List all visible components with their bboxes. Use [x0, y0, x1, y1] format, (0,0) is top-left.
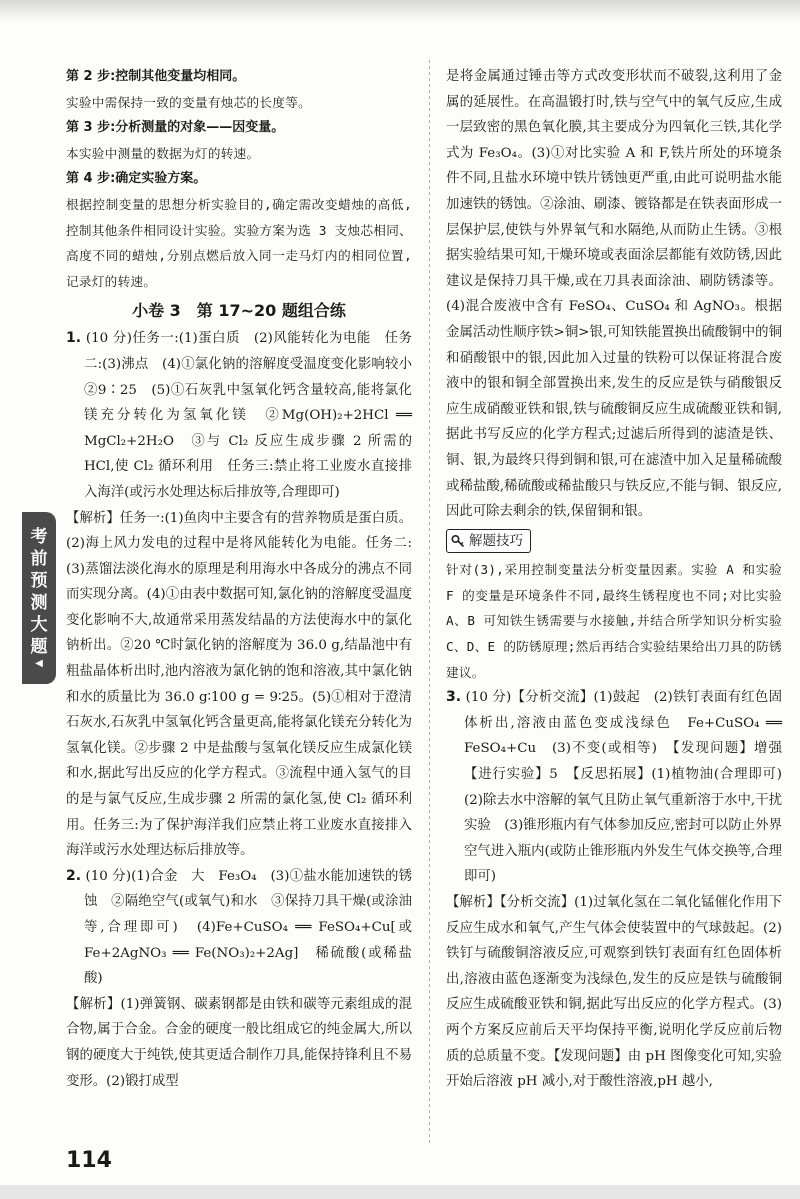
column-divider — [429, 60, 430, 1145]
side-tab-arrow-icon: ◀ — [35, 658, 43, 669]
side-tab-exam-prediction — [22, 512, 56, 684]
question-3-analysis: 【解析】【分析交流】(1)过氧化氢在二氧化锰催化作用下反应生成水和氧气,产生气体会使装置中的气球鼓起。(2)铁钉与硫酸铜溶液反应,可观察到铁钉表面有红色固体析出,溶液由蓝色逐渐变为浅绿色,发生的反应是铁与硫酸铜反应生成硫酸亚铁和铜,据此写出反应的化学方程式。(3)两个方案反应前后天平均保持平衡,说明化学反应前后物质的总质量不变。【发现问题】由 pH 图像变化可知,实验开始后溶液 pH 减小,对于酸性溶液,pH 越小, — [446, 895, 782, 1090]
page-number: 114 — [66, 1148, 112, 1173]
side-tab-char: 大 — [30, 615, 48, 635]
question-2-analysis-continued: 是将金属通过锤击等方式改变形状而不破裂,这利用了金属的延展性。在高温锻打时,铁与空气中的氧气反应,生成一层致密的黑色氧化膜,其主要成分为四氧化三铁,其化学式为 Fe₃O₄。(3)①对比实验 A 和 F,铁片所处的环境条件不同,且盐水环境中铁片锈蚀更严重,由此可说明盐水能加速铁的锈蚀。②涂油、刷漆、镀铬都是在铁表面形成一层保护层,使铁与外界氧气和水隔绝,从而防止生锈。③根据实验结果可知,干燥环境或表面涂层都能有效防锈,因此建议是保持刀具干燥,或在刀具表面涂油、刷防锈漆等。(4)混合废液中含有 FeSO₄、CuSO₄ 和 AgNO₃。根据金属活动性顺序铁>铜>银,可知铁能置换出硫酸铜中的铜和硝酸银中的银,因此加入过量的铁粉可以保证将混合废液中的银和铜全部置换出来,发生的反应是铁与硝酸银反应生成硝酸亚铁和银,铁与硫酸铜反应生成硫酸亚铁和铜,据此书写反应的化学方程式;过滤后所得到的滤渣是铁、铜、银,为最终只得到铜和银,可在滤渣中加入足量稀硫酸或稀盐酸,稀硫酸或稀盐酸只与铁反应,不能与铜、银反应,因此可除去剩余的铁,保留铜和银。 — [446, 69, 782, 520]
side-tab-char: 前 — [30, 549, 48, 569]
step-4-heading: 第 4 步:确定实验方案。 — [66, 171, 207, 187]
step-3-text: 本实验中测量的数据为灯的转速。 — [66, 145, 260, 161]
question-3-number: 3. — [446, 689, 462, 706]
side-tab-char: 考 — [30, 527, 48, 547]
question-1-answer: (10 分)任务一:(1)蛋白质 (2)风能转化为电能 任务二:(3)沸点 (4)①氯化钠的溶解度受温度变化影响较小 ②9∶25 (5)①石灰乳中氢氧化钙含量较高,能将氯化镁充分转化为氢氧化镁 ②Mg(OH)₂+2HCl ══ MgCl₂+2H₂O ③与 Cl₂ 反应生成步骤 2 所需的 HCl,使 Cl₂ 循环利用 任务三:禁止将工业废水直接排入海洋(或污水处理达标后排放等,合理即可) — [84, 331, 426, 500]
question-2 — [66, 864, 412, 992]
question-2-number: 2. — [66, 867, 82, 884]
question-3-answer: (10 分)【分析交流】(1)鼓起 (2)铁钉表面有红色固体析出,溶液由蓝色变成浅绿色 Fe+CuSO₄ ══ FeSO₄+Cu (3)不变(或相等) 【发现问题】增强 【进行实验】5 【反思拓展】(1)植物油(合理即可) (2)除去水中溶解的氧气且防止氧气重新溶于水中,干扰实验 (3)锥形瓶内有气体参加反应,密封可以防止外界空气进入瓶内(或防止锥形瓶内外发生气体交换等,合理即可) — [464, 690, 796, 885]
question-1-analysis: 【解析】任务一:(1)鱼肉中主要含有的营养物质是蛋白质。(2)海上风力发电的过程中是将风能转化为电能。任务二:(3)蒸馏法淡化海水的原理是利用海水中各成分的沸点不同而实现分离。(4)①由表中数据可知,氯化钠的溶解度受温度变化影响不大,故通常采用蒸发结晶的方法使海水中的氯化钠析出。②20 ℃时氯化钠的溶解度为 36.0 g,结晶池中有粗盐晶体析出时,池内溶液为氯化钠的饱和溶液,其中氯化钠和水的质量比为 36.0 g∶100 g = 9∶25。(5)①相对于澄清石灰水,石灰乳中氢氧化钙含量更高,能将氯化镁充分转化为氢氧化镁。②步骤 2 中是盐酸与氢氧化镁反应生成氯化镁和水,据此写出反应的化学方程式。③流程中通入氢气的目的是与氯气反应,生成步骤 2 所需的氯化氢,使 Cl₂ 循环利用。任务三:为了保护海洋我们应禁止将工业废水直接排入海洋或污水处理达标后排放等。 — [66, 510, 412, 859]
solving-tips-label — [446, 529, 531, 553]
side-tab-char: 测 — [30, 593, 48, 613]
solving-tips-body: 针对(3),采用控制变量法分析变量因素。实验 A 和实验 F 的变量是环境条件不同,最终生锈程度也不同;对比实验 A、B 可知铁生锈需要与水接触,并结合所学知识分析实验 C、D、E 的防锈原理;然后再结合实验结果给出刀具的防锈建议。 — [446, 562, 782, 680]
step-2-heading: 第 2 步:控制其他变量均相同。 — [66, 69, 246, 84]
question-2-analysis: 【解析】(1)弹簧钢、碳素钢都是由铁和碳等元素组成的混合物,属于合金。合金的硬度一般比组成它的纯金属大,所以钢的硬度大于纯铁,使其更适合制作刀具,能保持锋利且不易变形。(2)锻打成型 — [66, 996, 412, 1089]
right-column — [446, 64, 796, 1095]
step-4-text: 根据控制变量的思想分析实验目的,确定需改变蜡烛的高低,控制其他条件相同设计实验。实验方案为选 3 支烛芯相同、高度不同的蜡烛,分别点燃后放入同一走马灯内的相同位置,记录灯的转速。 — [66, 196, 412, 289]
page-top-shadow — [0, 0, 800, 22]
step-3-heading: 第 3 步:分析测量的对象——因变量。 — [66, 120, 285, 136]
question-1-number: 1. — [66, 330, 82, 347]
section-title: 小卷 3 第 17~20 题组合练 — [132, 301, 346, 321]
side-tab-char: 题 — [30, 637, 48, 657]
question-3 — [446, 685, 796, 890]
key-icon — [451, 534, 465, 548]
question-1 — [66, 326, 426, 505]
solving-tips-text: 解题技巧 — [469, 532, 523, 549]
left-column — [66, 64, 426, 1094]
page-bottom-band — [0, 1185, 800, 1199]
step-2-text: 实验中需保持一致的变量有烛芯的长度等。 — [66, 94, 311, 110]
side-tab-char: 预 — [30, 571, 48, 591]
question-2-answer: (10 分)(1)合金 大 Fe₃O₄ (3)①盐水能加速铁的锈蚀 ②隔绝空气(或氧气)和水 ③保持刀具干燥(或涂油等,合理即可) (4)Fe+CuSO₄ ══ FeSO₄+Cu[或 Fe+2AgNO₃ ══ Fe(NO₃)₂+2Ag] 稀硫酸(或稀盐酸) — [84, 868, 412, 987]
